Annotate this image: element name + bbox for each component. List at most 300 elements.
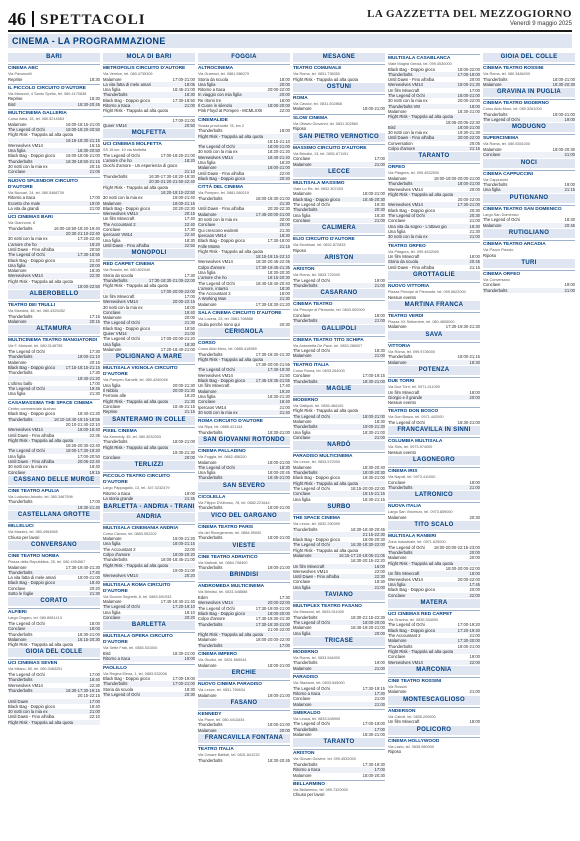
cinema-name: NUOVA ITALIA xyxy=(388,504,422,510)
film-title: Malamore xyxy=(103,536,122,542)
cinema-name: MULTICINEMA TEATRO MANGIATORDI xyxy=(8,338,97,344)
cinema-name: TEATRO DON BOSCO xyxy=(388,409,439,415)
cinema-address: Via Giudici, tel. 0831.565044 xyxy=(198,658,247,663)
film-title: The Legend of Ochi xyxy=(388,622,425,628)
film-title: The Legend of Ochi xyxy=(483,117,520,123)
film-showtimes: 18:30 xyxy=(89,268,100,274)
cinema-address: Via Roma, tel. 080.5351000 xyxy=(483,142,531,147)
film-title: Until Dawn - Fino all'alba xyxy=(388,135,435,141)
cinema-name: MULTISALA MASSIMO xyxy=(293,180,345,186)
film-title: Black Bag - Doppio gioco xyxy=(388,66,436,72)
film-showtimes: 22:00 xyxy=(374,568,385,574)
film-title: Thunderbolts xyxy=(293,378,318,384)
film-row xyxy=(293,126,385,131)
film-showtimes: 19:30-21:30 xyxy=(172,449,195,455)
cinema-address: Viale Lo Re, tel. 0832.307403 xyxy=(293,186,343,191)
film-showtimes: 18:30-21:00 xyxy=(362,429,385,435)
film-row xyxy=(8,591,100,596)
film-showtimes: 16:40-19:20-21:00 xyxy=(350,625,385,631)
cinema-name: ELIO CIRCUITO D'AUTORE xyxy=(293,237,355,243)
film-showtimes: 22:10 xyxy=(89,714,100,720)
film-title: 30 notti con la mia ex xyxy=(103,304,143,310)
film-showtimes: 20:00 xyxy=(279,222,290,228)
cinema-block xyxy=(8,487,100,510)
film-title: The Legend of Ochi xyxy=(388,544,425,550)
film-row xyxy=(388,689,480,694)
cinema-address: Largo San Domenico xyxy=(483,212,519,217)
film-title: The Legend of Ochi xyxy=(103,152,140,158)
film-showtimes: 22:00 xyxy=(279,108,290,114)
film-title: The Legend of Ochi xyxy=(388,420,425,426)
film-row xyxy=(198,693,290,698)
city-header: LAGONEGRO xyxy=(388,456,480,465)
city-header: GRAVINA IN PUGLIA xyxy=(483,88,575,97)
cinema-name: MULTISALA ROMA CIRCUITO D'AUTORE xyxy=(103,582,171,594)
film-title: Malamore xyxy=(103,599,122,605)
film-title: Flight Risk - Trappola ad alta quota xyxy=(198,133,263,139)
film-row xyxy=(483,152,575,157)
film-title: Ipercaos! VM14 xyxy=(103,232,133,238)
cinema-name: MODERNO xyxy=(293,397,319,403)
film-showtimes: 18:00-20:30 xyxy=(362,537,385,543)
cinema-name: CICOLELLA xyxy=(198,494,226,500)
film-showtimes: 20:00 xyxy=(279,217,290,223)
film-showtimes: 18:30-21:00 xyxy=(362,475,385,481)
film-title: Flight Risk - Trappola ad alta quota xyxy=(388,648,453,654)
film-showtimes: 20:00 xyxy=(184,315,195,321)
film-title: Werewolves VM14 xyxy=(103,211,138,217)
film-showtimes: 21:00 xyxy=(374,161,385,167)
cinema-address: Via Lecce, tel. 0833.572000 xyxy=(293,460,341,465)
cinema-address: Via Lazio, tel. 0835.980000 xyxy=(388,744,434,749)
film-showtimes: 18:30-21:00 xyxy=(362,378,385,384)
masthead-left xyxy=(8,10,146,28)
cinema-name: NUOVO SPLENDOR CIRCUITO D'AUTORE xyxy=(8,178,79,190)
film-showtimes: 17:20-18:40-21:00 xyxy=(160,346,195,352)
film-row xyxy=(293,318,385,323)
film-title: Una vita da sogno - L'ottavo gio xyxy=(388,223,447,229)
film-title: Flight Risk - Trappola ad alta quota xyxy=(293,480,358,486)
film-showtimes: 18:15-20:00-22:00 xyxy=(350,486,385,492)
film-row xyxy=(388,420,480,425)
film-showtimes: 20:10-21:40-22:10 xyxy=(65,421,100,427)
film-showtimes: 18:00-20:30 xyxy=(362,470,385,476)
film-showtimes: 22:30 xyxy=(89,682,100,688)
city-header: POTENZA xyxy=(388,366,480,375)
film-title: Ritorno a Itaca xyxy=(103,103,131,109)
cinema-block xyxy=(388,54,480,151)
city-header: ALBEROBELLO xyxy=(8,290,100,299)
film-row xyxy=(103,108,195,113)
film-title: The Legend of Ochi xyxy=(8,126,45,132)
cinema-name: MASSIMO CIRCUITO D'AUTORE xyxy=(293,145,367,151)
film-title: Una figlia xyxy=(293,630,311,636)
film-showtimes: 18:30 xyxy=(279,464,290,470)
city-header: FASANO xyxy=(198,699,290,708)
cinema-block xyxy=(8,109,100,175)
film-showtimes: 21:15 xyxy=(184,409,195,415)
film-title: Flight Risk - Trappola ad alta quota xyxy=(388,114,453,120)
cinema-block xyxy=(388,502,480,520)
film-title: Malamore xyxy=(388,555,407,561)
cinema-name: RED CARPET CINEMA xyxy=(103,262,155,268)
film-showtimes: 18:00-21:00 xyxy=(267,535,290,541)
film-showtimes: 17:30-21:00 xyxy=(457,202,480,208)
cinema-name: PIXEL CINEMA xyxy=(103,428,138,434)
film-showtimes: 19:30-21:30 xyxy=(457,130,480,136)
film-title: The Accountant 2 xyxy=(388,633,421,639)
cinema-name: TEATRO DEI TRULLI xyxy=(8,303,56,309)
film-title: Conclave xyxy=(293,579,311,585)
film-title: La vita da grandi xyxy=(8,205,39,211)
film-showtimes: 18:15-20:30 xyxy=(267,275,290,281)
film-title: Black Bag - Doppio gioco xyxy=(388,627,436,633)
film-showtimes: 17:00-21:00 xyxy=(172,681,195,687)
film-title: 30 notti con la mia ex xyxy=(388,130,428,136)
cinema-address: Via Gallipoli, tel. 0836.484100 xyxy=(293,403,344,408)
city-header: SAN SEVERO xyxy=(198,482,290,491)
film-title: Thunderbolts xyxy=(198,351,223,357)
film-showtimes: 20:20-22:30 xyxy=(172,205,195,211)
city-header: TURI xyxy=(483,259,575,268)
film-showtimes: 19:00 xyxy=(564,117,575,123)
cinema-block xyxy=(198,183,290,307)
film-showtimes: 16:30-17:30-18:20-19:30 xyxy=(148,174,195,180)
film-row xyxy=(388,485,480,490)
cinema-block xyxy=(293,114,385,132)
cinema-name: MULTISALA VIGNOLA CIRCUITO D'AUTORE xyxy=(103,366,178,378)
film-showtimes: 18:00 xyxy=(469,719,480,725)
film-title: Malamore xyxy=(8,636,27,642)
film-title: Queer VM14 xyxy=(103,122,127,128)
film-showtimes: 17:30-19:15 xyxy=(362,685,385,691)
page-number: 46 xyxy=(8,9,26,29)
cinema-name: VITTORIA xyxy=(388,343,411,349)
film-showtimes: 16:30-17:30-19:15 xyxy=(65,687,100,693)
film-title: Riposo xyxy=(293,126,307,132)
cinema-block xyxy=(198,309,290,327)
cinema-name: CINE TEATRO ROSSINI xyxy=(388,678,442,684)
film-showtimes: 18:25-20:30-22:40 xyxy=(65,443,100,449)
film-showtimes: 21:30 xyxy=(279,201,290,207)
cinema-name: MODERNO xyxy=(293,649,319,655)
cinema-address: Via del Risorgimento, tel. 0884.99000 xyxy=(198,530,262,535)
film-showtimes: 18:10-18:40-19:15-18:55 xyxy=(53,416,100,422)
film-showtimes: 17:30 xyxy=(89,370,100,376)
film-title: Un film Minecraft xyxy=(103,216,135,222)
city-header: CORATO xyxy=(8,597,100,606)
cinema-block xyxy=(483,134,575,157)
film-row xyxy=(388,719,480,724)
cinema-address: Via Mazzini, tel. 080.4964565 xyxy=(8,530,58,535)
film-showtimes: 21:00 xyxy=(374,584,385,590)
film-showtimes: 18:00-20:00 xyxy=(267,610,290,616)
film-title: Malamore xyxy=(103,315,122,321)
film-showtimes: 20:50 xyxy=(184,122,195,128)
film-showtimes: 18:00-20:00 xyxy=(267,103,290,109)
cinema-address: Via Brindisi, tel. 0831.548888 xyxy=(198,590,248,595)
film-title: The Legend of Ochi xyxy=(293,348,330,354)
film-title: Una figlia xyxy=(198,81,216,87)
film-showtimes: 19:00 xyxy=(469,654,480,660)
film-showtimes: 18:30 xyxy=(374,579,385,585)
cinema-address: Via Filippo D'Alfonso, 78, tel. 0882.221644 xyxy=(198,500,270,505)
film-showtimes: 20:30 xyxy=(374,207,385,213)
film-row xyxy=(8,169,100,174)
film-title: Werewolves VM14 xyxy=(198,154,233,160)
film-title: Una figlia xyxy=(198,160,216,166)
film-title: Thunderbolts xyxy=(388,550,413,556)
city-header: LECCE xyxy=(293,168,385,177)
city-header: RUTIGLIANO xyxy=(483,229,575,238)
cinema-block xyxy=(103,140,195,248)
cinema-address: Via Vernice, tel. 080.4735309 xyxy=(103,72,153,76)
film-showtimes: 18:30-21:00 xyxy=(267,429,290,435)
film-title: Malamore xyxy=(103,76,122,82)
film-showtimes: 18:30 xyxy=(279,285,290,291)
cinema-address: Via Cavour, tel. 0831.302868 xyxy=(293,101,342,106)
cinema-name: CINEMA TEATRO SAN DOMENICO xyxy=(483,206,562,212)
film-title: Conclave xyxy=(103,455,121,461)
film-row xyxy=(103,243,195,248)
cinema-name: CINEMALIDE xyxy=(198,117,228,123)
film-title: Malamore xyxy=(388,175,407,181)
cinema-block xyxy=(293,179,385,223)
film-title: Una figlia xyxy=(198,393,216,399)
cinema-address: Via Gramsci, tel. 0881.586079 xyxy=(198,72,250,76)
film-showtimes: 20:00-22:00 xyxy=(457,197,480,203)
city-header: BRINDISI xyxy=(198,571,290,580)
cinema-address: Via Manzoni, tel. 0833.911000 xyxy=(293,610,344,615)
film-showtimes: 18:40 xyxy=(89,580,100,586)
film-showtimes: 21:30 xyxy=(279,227,290,233)
cinema-address: Via Mafrodi, tel. 0884.708400 xyxy=(198,560,248,565)
film-title: Until Dawn xyxy=(8,698,29,704)
film-title: Werewolves VM14 xyxy=(388,659,423,665)
film-showtimes: 17:00 xyxy=(374,156,385,162)
film-title: The Legend of Ochi xyxy=(293,542,330,548)
city-header: GALLIPOLI xyxy=(293,325,385,334)
cinema-address: Via Pitagora, tel. 099.4532500 xyxy=(388,171,440,176)
cinema-address: Via Regina Elena, 1, tel. 0883.532006 xyxy=(103,671,167,676)
cinema-name: CINEMA TEATRO MODERNO xyxy=(483,101,549,107)
film-showtimes: 21:50 xyxy=(279,372,290,378)
film-title: Werewolves VM14 xyxy=(293,568,328,574)
film-showtimes: 21:15 xyxy=(564,187,575,193)
cinema-name: CINEMA TEATRO PARIS xyxy=(198,524,254,530)
film-showtimes: 16:00-18:20-20:50 xyxy=(65,126,100,132)
film-showtimes: 17:30-18:30-21:30 xyxy=(255,351,290,357)
cinema-block xyxy=(293,396,385,440)
city-header: MAGLIE xyxy=(293,385,385,394)
cinema-block xyxy=(293,265,385,288)
film-showtimes: 21:00 xyxy=(374,696,385,702)
film-title: Flight Risk - Trappola ad alta quota xyxy=(8,278,73,284)
film-showtimes: 16:15-20:30 xyxy=(77,636,100,642)
film-title: Una figlia xyxy=(198,269,216,275)
cinema-name: CINE TEATRO APULIA xyxy=(8,488,60,494)
film-row xyxy=(103,692,195,697)
cinema-address: Via Kennedy, 45, tel. 080.3032003 xyxy=(103,434,161,439)
film-showtimes: 18:00-21:00 xyxy=(267,165,290,171)
film-title: Until Dawn - Fino all'alba xyxy=(293,574,340,580)
film-showtimes: 20:15 xyxy=(89,164,100,170)
film-row xyxy=(198,758,290,763)
film-title: Flight Risk - Trappola ad alta quota xyxy=(103,108,168,114)
cinema-address: Piazza Principe di Piemonte, tel. 099.5622000 xyxy=(388,289,466,294)
film-title: Thunderbolts xyxy=(293,726,318,732)
film-showtimes: 17:00-20:00-22:00 xyxy=(160,288,195,294)
film-showtimes: 21:30 xyxy=(279,296,290,302)
cinema-block xyxy=(8,399,100,475)
film-showtimes: 21:15 xyxy=(469,146,480,152)
film-title: Flight Risk - Trappola ad alta quota xyxy=(388,191,453,197)
film-showtimes: 17:00 xyxy=(469,87,480,93)
film-showtimes: 18:00 xyxy=(469,103,480,109)
film-title: The Legend of Ochi xyxy=(103,320,140,326)
film-showtimes: 19:30 xyxy=(374,202,385,208)
cinema-address: Via Stazione, tel. 0833.545000 xyxy=(293,681,345,686)
film-title: The Legend of Ochi xyxy=(8,349,45,355)
film-title: Il Nibbio xyxy=(103,388,119,394)
film-showtimes: 18:40-18:40-20:40 xyxy=(255,280,290,286)
film-showtimes: 17:45-20:00-21:00 xyxy=(255,211,290,217)
film-showtimes: 19:00 xyxy=(374,660,385,666)
film-title: Until Dawn - Fino all'alba xyxy=(8,246,55,252)
cinema-block xyxy=(483,64,575,87)
film-showtimes: 18:20 xyxy=(89,241,100,247)
film-showtimes: 16:00-18:15-21:00 xyxy=(65,121,100,127)
film-showtimes: 18:45-21:15 xyxy=(172,404,195,410)
film-title: Thunderbolts xyxy=(8,631,33,637)
cinema-block xyxy=(103,632,195,661)
film-title: Malamore xyxy=(198,211,217,217)
city-header: CASARANO xyxy=(293,289,385,298)
cinema-block xyxy=(293,780,385,798)
film-showtimes: 20:30-21:10-22:40 xyxy=(65,231,100,237)
film-showtimes: 18:30-20:45-22:45 xyxy=(255,259,290,265)
film-row xyxy=(388,593,480,598)
film-title: Malamore xyxy=(293,419,312,425)
film-title: Una figlia xyxy=(8,262,26,268)
film-showtimes: 17:15 xyxy=(89,313,100,319)
film-title: Una figlia xyxy=(103,237,121,243)
film-title: Colpo d'amore xyxy=(388,146,416,152)
film-title: Malamore xyxy=(293,665,312,671)
city-header: BARI xyxy=(8,53,100,62)
cinema-block xyxy=(293,64,385,82)
film-showtimes: 19:00-21:00 xyxy=(267,692,290,698)
cinema-name: UCI CINEMAS RED CARPET xyxy=(388,611,453,617)
film-title: Black Bag - Doppio gioco xyxy=(8,153,56,159)
cinema-address: Corso Italia, 15, tel. 080.5214563 xyxy=(8,117,64,122)
film-row xyxy=(103,573,195,578)
city-header: MONTESCAGLIOSO xyxy=(388,696,480,705)
cinema-address: Via Buccari, 24, tel. 080.5468739 xyxy=(8,190,64,195)
film-title: Black Bag - Doppio gioco xyxy=(293,196,341,202)
cinema-block xyxy=(293,94,385,112)
film-title: The Legend of Ochi xyxy=(293,277,330,283)
film-showtimes: 18:30-21:00 xyxy=(457,420,480,426)
film-showtimes: 20:00-22:00 xyxy=(267,87,290,93)
city-header: BARLETTA xyxy=(103,621,195,630)
film-title: Malamore xyxy=(8,564,27,570)
film-title: Flight Risk - Trappola ad alta quota xyxy=(8,642,73,648)
film-title: Conclave xyxy=(293,696,311,702)
film-showtimes: 18:00 xyxy=(279,128,290,134)
film-title: The Legend of Ochi xyxy=(8,252,45,258)
film-title: Eccetto che male xyxy=(8,200,41,206)
cinema-block xyxy=(8,522,100,540)
film-row xyxy=(388,234,480,239)
cinema-address: Via Duomo Seghetti, 8, tel. 0883.591933 xyxy=(103,594,172,599)
film-showtimes: 21:00 xyxy=(564,287,575,293)
cinema-address: Via Napoli, tel. 0973.411000 xyxy=(388,475,436,480)
film-row xyxy=(198,475,290,480)
film-title: Thunderbolts xyxy=(8,158,33,164)
film-showtimes: 17:00 xyxy=(184,293,195,299)
film-title: Ritorno a Itaca xyxy=(103,656,131,662)
film-title: The Legend of Ochi xyxy=(103,336,140,342)
film-title: The Legend of Ochi xyxy=(198,144,235,150)
cinema-block xyxy=(198,493,290,511)
cinema-name: ALTROCINEMA xyxy=(198,66,234,71)
city-header: TARANTO xyxy=(293,738,385,747)
listing-column xyxy=(198,52,290,834)
film-showtimes: 17:30 xyxy=(184,272,195,278)
masthead-separator xyxy=(32,11,34,27)
film-title: Colpo d'amore xyxy=(198,264,226,270)
film-showtimes: 18:40 xyxy=(89,677,100,683)
city-header: POLIGNANO A MARE xyxy=(103,353,195,362)
cinema-address: Via Roma, tel. 080.3484000 xyxy=(483,72,531,76)
cinema-block xyxy=(8,608,100,647)
film-showtimes: 18:00 xyxy=(279,97,290,103)
film-title: Thunderbolts xyxy=(8,499,33,505)
film-showtimes: 22:00 xyxy=(279,170,290,176)
film-showtimes: 17:30-18:50 xyxy=(172,97,195,103)
film-showtimes: 18:20 xyxy=(184,158,195,164)
film-showtimes: 16:20-19:10-22:50 xyxy=(160,189,195,195)
film-row xyxy=(8,284,100,289)
film-title: Conclave xyxy=(8,469,26,475)
film-showtimes: 18:00-20:00-22:00 xyxy=(255,637,290,643)
cinema-name: TEATRO ITALIA xyxy=(198,746,234,752)
film-row xyxy=(293,283,385,288)
film-row xyxy=(103,455,195,460)
cinema-block xyxy=(198,553,290,571)
cinema-block xyxy=(388,342,480,365)
film-title: Black Bag - Doppio gioco xyxy=(103,676,151,682)
film-showtimes: 17:30 xyxy=(89,349,100,355)
cinema-block xyxy=(8,552,100,596)
film-row xyxy=(8,505,100,510)
film-showtimes: 21:00 xyxy=(469,234,480,240)
film-showtimes: 18:30 xyxy=(89,76,100,82)
film-title: Flight Risk - Trappola ad alta quota xyxy=(198,632,263,638)
film-showtimes: 18:00-21:00 xyxy=(267,459,290,465)
film-showtimes: 21:10 xyxy=(184,168,195,174)
cinema-address: Corso Aldo Moro, tel. 0885.418989 xyxy=(198,346,257,351)
cinema-block xyxy=(483,99,575,122)
film-title: The Legend of Ochi xyxy=(293,685,330,691)
film-title: Malamore xyxy=(388,324,407,330)
city-header: PUTIGNANO xyxy=(483,194,575,203)
city-header: CONVERSANO xyxy=(8,541,100,550)
film-title: Thunderbolts xyxy=(103,681,128,687)
cinema-name: ORFEO xyxy=(388,165,406,171)
film-row xyxy=(388,265,480,270)
